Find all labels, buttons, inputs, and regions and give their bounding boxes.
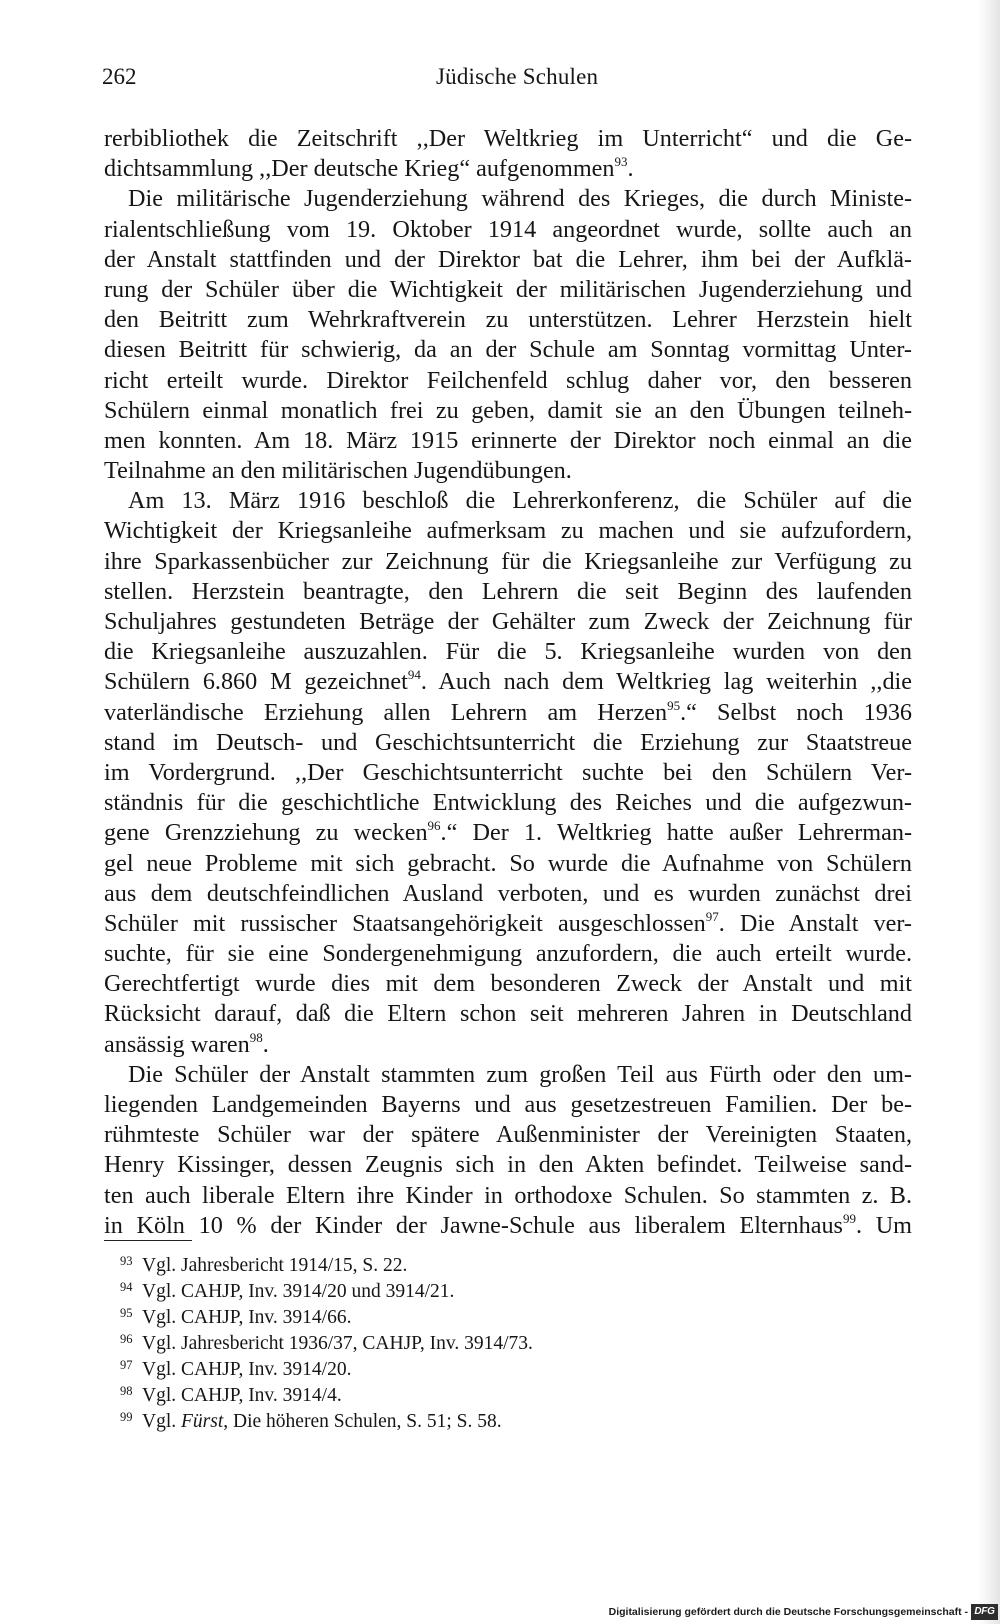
text-line: ten auch liberale Eltern ihre Kinder in orthodoxe Schulen. So stammten z. B. [104,1181,912,1209]
footnote-author: Fürst [181,1411,224,1432]
footnote-item: 96 Vgl. Jahresbericht 1936/37, CAHJP, Inv. 3914/73. [120,1332,533,1354]
text-line: rühmteste Schüler war der spätere Außenminister der Vereinigten Staaten, [104,1121,912,1149]
text-line: Die Schüler der Anstalt stammten zum großen Teil aus Fürth oder den um- [128,1060,912,1088]
text-line: der Anstalt stattfinden und der Direktor bat die Lehrer, ihm bei der Aufklä- [104,245,912,273]
text-line: dichtsammlung ,,Der deutsche Krieg“ aufgenommen$^{93}$. [104,154,634,183]
text-line: Schüler mit russischer Staatsangehörigkeit ausgeschlossen$^{97}$. Die Anstalt ver- [104,908,912,937]
footnotes [120,1253,820,1435]
footnote-text: Vgl. CAHJP, Inv. 3914/4. [142,1385,342,1406]
footnote-text: Vgl. CAHJP, Inv. 3914/20 und 3914/21. [142,1281,455,1302]
footnote-text: Vgl. CAHJP, Inv. 3914/20. [142,1359,352,1380]
text-line: liegenden Landgemeinden Bayerns und aus gesetzestreuen Familien. Der be- [104,1091,912,1118]
text-line: Henry Kissinger, dessen Zeugnis sich in den Akten befindet. Teilweise sand- [104,1151,912,1179]
text-line: Schülern einmal monatlich frei zu geben, damit sie an den Übungen teilneh- [104,396,912,424]
text-line: im Vordergrund. ,,Der Geschichtsunterricht suchte bei den Schülern Ver- [104,758,912,786]
footnote-item: 94 Vgl. CAHJP, Inv. 3914/20 und 3914/21. [120,1280,455,1302]
text-line: ansässig waren$^{98}$. [104,1029,269,1058]
text-line: diesen Beitritt für schwierig, da an der Schule am Sonntag vormittag Unter- [104,336,912,364]
text-line: richt erteilt wurde. Direktor Feilchenfeld schlug daher vor, den besseren [104,366,912,394]
text-line: ihre Sparkassenbücher zur Zeichnung für die Kriegsanleihe zur Verfügung zu [104,547,912,575]
footnote-text: Vgl. Jahresbericht 1914/15, S. 22. [142,1255,408,1276]
digitization-footer [592,1603,1000,1624]
text-line: die Kriegsanleihe auszuzahlen. Für die 5. Kriegsanleihe wurden von den [104,638,912,666]
text-line: rialentschließung vom 19. Oktober 1914 angeordnet wurde, sollte auch an [104,215,912,243]
scan-page-edge [978,0,1000,1624]
running-title: Jüdische Schulen [436,64,599,89]
footnote-text: , Die höheren Schulen, S. 51; S. 58. [223,1411,502,1432]
footnote-ref: 93 [614,154,628,170]
text-line: in Köln 10 % der Kinder der Jawne-Schule aus liberalem Elternhaus$^{99}$. Um [104,1210,912,1239]
body-text [104,124,912,1241]
text-line: Gerechtfertigt wurde dies mit dem besonderen Zweck der Anstalt und mit [104,970,912,998]
text-line: ständnis für die geschichtliche Entwicklung des Reiches und die aufgezwun- [104,789,912,817]
text-line: rung der Schüler über die Wichtigkeit der militärischen Jugenderziehung und [104,275,912,303]
footnote-ref: 94 [407,667,421,683]
text-line: vaterländische Erziehung allen Lehrern am Herzen$^{95}$.“ Selbst noch 1936 [104,697,912,726]
text-line: suchte, für sie eine Sondergenehmigung anzufordern, die auch erteilt wurde. [104,940,912,968]
text-line: Wichtigkeit der Kriegsanleihe aufmerksam zu machen und sie aufzufordern, [104,517,912,545]
text-line: Teilnahme an den militärischen Jugendübungen. [104,457,572,485]
footnote-item: 98 Vgl. CAHJP, Inv. 3914/4. [120,1384,342,1406]
text-line: Die militärische Jugenderziehung während des Krieges, die durch Ministe- [128,185,912,213]
text-line: Rücksicht darauf, daß die Eltern schon seit mehreren Jahren in Deutschland [104,1000,912,1028]
text-line: Am 13. März 1916 beschloß die Lehrerkonferenz, die Schüler auf die [128,487,912,515]
text-line: gene Grenzziehung zu wecken$^{96}$.“ Der 1. Weltkrieg hatte außer Lehrerman- [104,818,912,847]
text-line: den Beitritt zum Wehrkraftverein zu unterstützen. Lehrer Herzstein hielt [104,306,912,334]
text-line: men konnten. Am 18. März 1915 erinnerte der Direktor noch einmal an die [104,426,912,454]
footnote-text: Vgl. CAHJP, Inv. 3914/66. [142,1307,352,1328]
footnote-ref: 96 [427,818,441,834]
footnote-ref: 95 [667,697,681,713]
footnote-ref: 98 [249,1029,263,1045]
footnote-item: 95 Vgl. CAHJP, Inv. 3914/66. [120,1306,352,1328]
text-line: Schuljahres gestundeten Beträge der Gehälter zum Zweck der Zeichnung für [104,608,912,635]
footnote-text: Vgl. [142,1411,177,1432]
text-line: stellen. Herzstein beantragte, den Lehrern die seit Beginn des laufenden [104,577,912,605]
footnote-item: 99 Vgl. Fürst, Die höheren Schulen, S. 51; S. 58. [120,1410,502,1432]
text-line: Schülern 6.860 M gezeichnet$^{94}$. Auch nach dem Weltkrieg lag weiterhin ,,die [104,667,912,696]
footnote-item: 93 Vgl. Jahresbericht 1914/15, S. 22. [120,1254,408,1276]
footnote-ref: 97 [705,908,719,924]
text-line: stand im Deutsch- und Geschichtsunterricht die Erziehung zur Staatstreue [104,728,912,756]
text-line: gel neue Probleme mit sich gebracht. So wurde die Aufnahme von Schülern [104,849,912,877]
footnote-ref: 99 [842,1210,856,1226]
text-line: rerbibliothek die Zeitschrift ,,Der Weltkrieg im Unterricht“ und die Ge- [104,125,912,152]
footnote-item: 97 Vgl. CAHJP, Inv. 3914/20. [120,1358,352,1380]
text-line: aus dem deutschfeindlichen Ausland verboten, und es wurden zunächst drei [104,879,912,907]
funding-credit: Digitalisierung gefördert durch die Deutsche Forschungsgemeinschaft - [608,1606,968,1618]
page-number: 262 [102,64,137,89]
footnote-separator [104,1240,192,1241]
dfg-logo: DFG [971,1604,998,1620]
page-header [102,64,910,100]
footnote-text: Vgl. Jahresbericht 1936/37, CAHJP, Inv. 3914/73. [142,1333,533,1354]
